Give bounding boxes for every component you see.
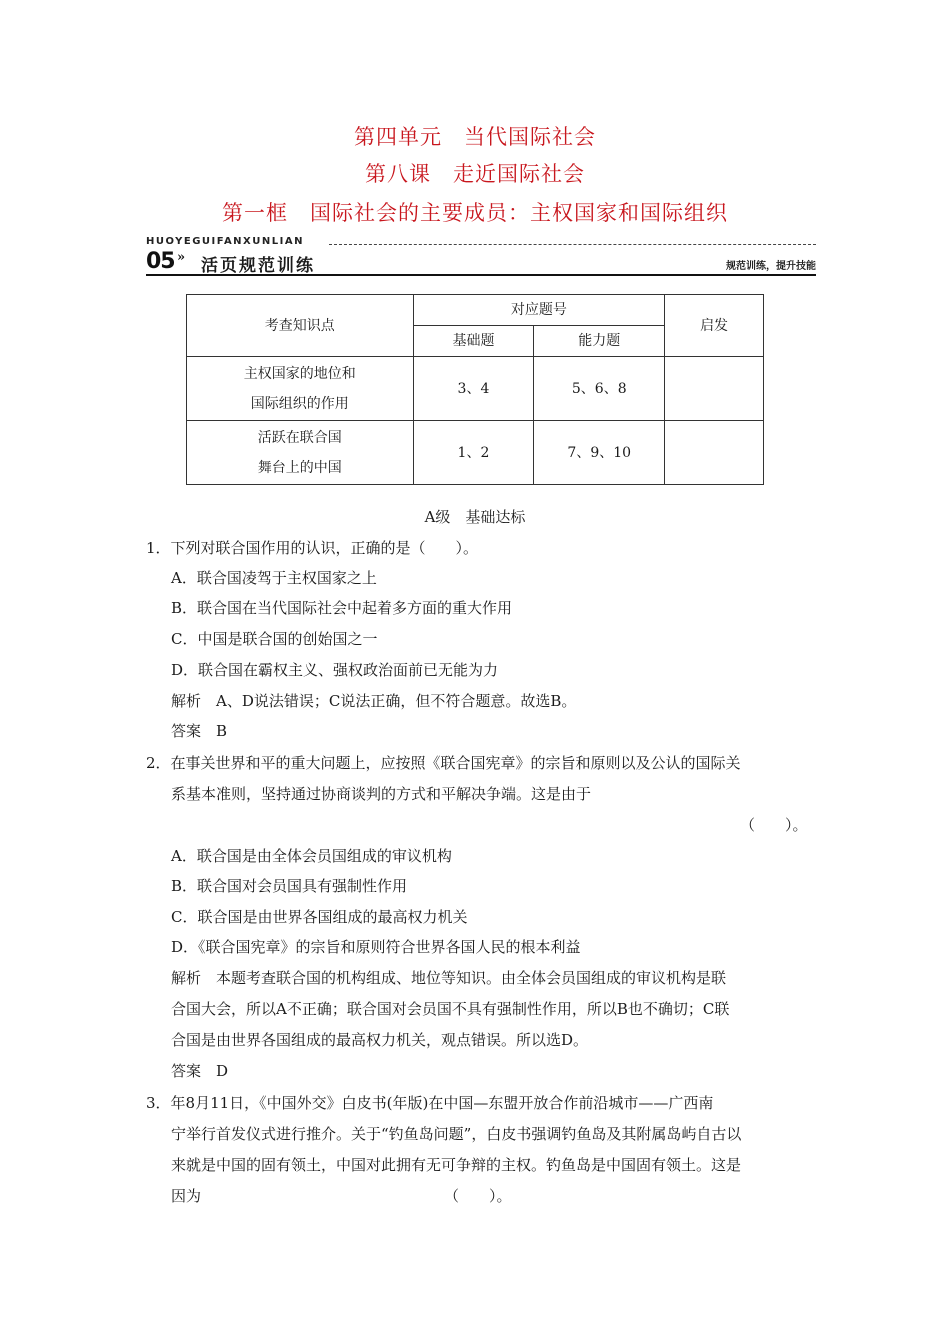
q2-answer: 答案 D bbox=[171, 1062, 229, 1080]
q2-analysis: 合国是由世界各国组成的最高权力机关，观点错误。所以选D。 bbox=[171, 1031, 589, 1049]
knowledge-line: 活跃在联合国 bbox=[257, 429, 342, 446]
q2-option-d: D．《联合国宪章》的宗旨和原则符合世界各国人民的根本利益 bbox=[171, 938, 581, 956]
header-numbers: 对应题号 bbox=[413, 295, 665, 326]
q2-stem: 系基本准则，坚持通过协商谈判的方式和平解决争端。这是由于 bbox=[171, 785, 592, 803]
q1-analysis: 解析 A、D说法错误；C说法正确，但不符合题意。故选B。 bbox=[171, 692, 577, 710]
knowledge-table bbox=[186, 294, 764, 485]
header-basic: 基础题 bbox=[413, 326, 534, 357]
q2-option-c: C．联合国是由世界各国组成的最高权力机关 bbox=[171, 908, 468, 926]
banner-number: 05 bbox=[146, 249, 175, 274]
basic-cell: 1、2 bbox=[413, 421, 534, 485]
q2-analysis: 合国大会，所以A不正确；联合国对会员国不具有强制性作用，所以B也不确切；C联 bbox=[171, 1000, 730, 1018]
unit-title: 第四单元 当代国际社会 bbox=[354, 125, 596, 149]
double-chevron-icon: » bbox=[177, 250, 186, 265]
banner-title: 活页规范训练 bbox=[201, 256, 315, 276]
q1-answer: 答案 B bbox=[171, 722, 228, 740]
q3-stem: 因为 bbox=[171, 1187, 202, 1205]
q1-option-c: C．中国是联合国的创始国之一 bbox=[171, 630, 378, 648]
q1-stem: 1．下列对联合国作用的认识，正确的是（ ）。 bbox=[146, 539, 479, 557]
header-ability: 能力题 bbox=[534, 326, 665, 357]
knowledge-line: 国际组织的作用 bbox=[250, 395, 349, 412]
q3-stem: 来就是中国的固有领土，中国对此拥有无可争辩的主权。钓鱼岛是中国固有领土。这是 bbox=[171, 1156, 742, 1174]
header-insight: 启发 bbox=[665, 295, 764, 357]
table-row bbox=[187, 421, 764, 485]
banner-slogan: 规范训练，提升技能 bbox=[726, 261, 816, 272]
q1-option-b: B．联合国在当代国际社会中起着多方面的重大作用 bbox=[171, 599, 513, 617]
knowledge-cell bbox=[187, 357, 414, 421]
q3-stem: 宁举行首发仪式进行推介。关于“钓鱼岛问题”，白皮书强调钓鱼岛及其附属岛屿自古以 bbox=[171, 1125, 742, 1143]
insight-cell bbox=[665, 421, 764, 485]
frame-title: 第一框 国际社会的主要成员：主权国家和国际组织 bbox=[222, 201, 728, 225]
header-knowledge: 考查知识点 bbox=[187, 295, 414, 357]
q3-stem: 3．年8月11日，《中国外交》白皮书(年版)在中国—东盟开放合作前沿城市——广西南 bbox=[146, 1094, 714, 1112]
knowledge-cell bbox=[187, 421, 414, 485]
banner-dashed-rule bbox=[329, 244, 816, 245]
lesson-title: 第八课 走近国际社会 bbox=[365, 162, 585, 186]
q2-stem: 2．在事关世界和平的重大问题上，应按照《联合国宪章》的宗旨和原则以及公认的国际关 bbox=[146, 754, 741, 772]
banner-rule bbox=[146, 274, 816, 276]
q2-option-b: B．联合国对会员国具有强制性作用 bbox=[171, 877, 408, 895]
knowledge-line: 主权国家的地位和 bbox=[243, 365, 356, 382]
knowledge-line: 舞台上的中国 bbox=[257, 459, 342, 476]
section-banner bbox=[146, 236, 816, 276]
q2-paren: （ ）。 bbox=[740, 816, 808, 834]
q3-paren: （ ）。 bbox=[444, 1187, 512, 1205]
ability-cell: 5、6、8 bbox=[534, 357, 665, 421]
q2-option-a: A．联合国是由全体会员国组成的审议机构 bbox=[171, 847, 452, 865]
q1-option-d: D．联合国在霸权主义、强权政治面前已无能为力 bbox=[171, 661, 499, 679]
banner-pinyin: HUOYEGUIFANXUNLIAN bbox=[146, 236, 304, 247]
ability-cell: 7、9、10 bbox=[534, 421, 665, 485]
q2-analysis: 解析 本题考查联合国的机构组成、地位等知识。由全体会员国组成的审议机构是联 bbox=[171, 969, 727, 987]
table-row bbox=[187, 357, 764, 421]
insight-cell bbox=[665, 357, 764, 421]
basic-cell: 3、4 bbox=[413, 357, 534, 421]
section-title: A级 基础达标 bbox=[424, 508, 526, 526]
q1-option-a: A．联合国凌驾于主权国家之上 bbox=[171, 569, 377, 587]
